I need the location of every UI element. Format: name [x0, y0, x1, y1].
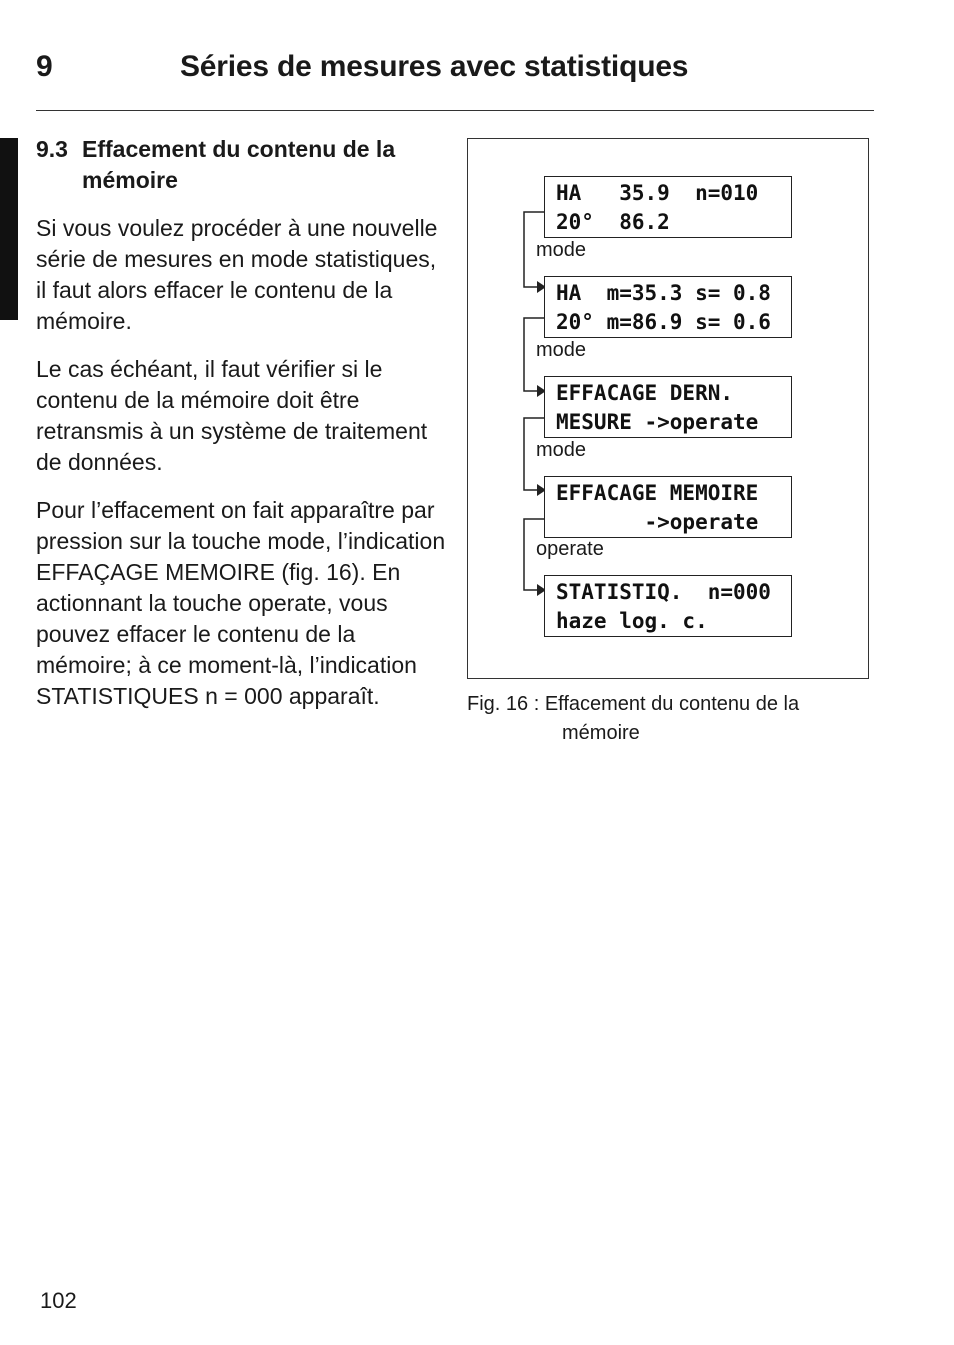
lcd-line: EFFACAGE MEMOIRE [556, 481, 759, 505]
figure-caption: Fig. 16 : Effacement du contenu de la [467, 693, 800, 715]
body-paragraph-3: Pour l’effacement on fait apparaître par pression sur la touche mode, l’indication EFFAÇAGE MEMOIRE (fig. 16). En actionnant la touche operate, vous pouvez effacer le contenu de la mémoire; à ce moment-là, l’indication STATISTIQUES n = 000 apparaît. [36, 497, 446, 709]
page-number: 102 [40, 1288, 77, 1313]
transition-label-2: mode [536, 339, 587, 361]
chapter-number: 9 [36, 50, 53, 83]
transition-label-1: mode [536, 239, 587, 261]
section-number: 9.3 [36, 136, 68, 162]
transition-label-4: operate [536, 538, 604, 560]
lcd-line: HA m=35.3 s= 0.8 [556, 281, 771, 305]
lcd-line: STATISTIQ. n=000 [556, 580, 771, 604]
header-divider [36, 110, 874, 111]
lcd-line: haze log. c. [556, 609, 708, 633]
lcd-display-4 [544, 476, 792, 538]
figure-caption-continued: mémoire [562, 722, 640, 744]
lcd-line: ->operate [556, 510, 759, 534]
transition-label-3: mode [536, 439, 587, 461]
body-paragraph-2: Le cas échéant, il faut vérifier si le contenu de la mémoire doit être retransmis à un système de traitement de données. [36, 356, 428, 475]
chapter-title: Séries de mesures avec statistiques [180, 50, 689, 83]
lcd-line: 20° m=86.9 s= 0.6 [556, 310, 771, 334]
lcd-line: MESURE ->operate [556, 410, 759, 434]
lcd-line: EFFACAGE DERN. [556, 381, 734, 405]
lcd-line: 20° 86.2 [556, 210, 670, 234]
lcd-display-2 [544, 276, 792, 338]
lcd-display-3 [544, 376, 792, 438]
lcd-line: HA 35.9 n=010 [556, 181, 759, 205]
lcd-display-5 [544, 575, 792, 637]
lcd-display-1 [544, 176, 792, 238]
body-paragraph-1: Si vous voulez procéder à une nouvelle série de mesures en mode statistiques, il faut alors effacer le contenu de la mémoire. [36, 215, 438, 334]
chapter-thumb-tab [0, 138, 18, 320]
section-title: Effacement du contenu de la mémoire [82, 136, 396, 193]
